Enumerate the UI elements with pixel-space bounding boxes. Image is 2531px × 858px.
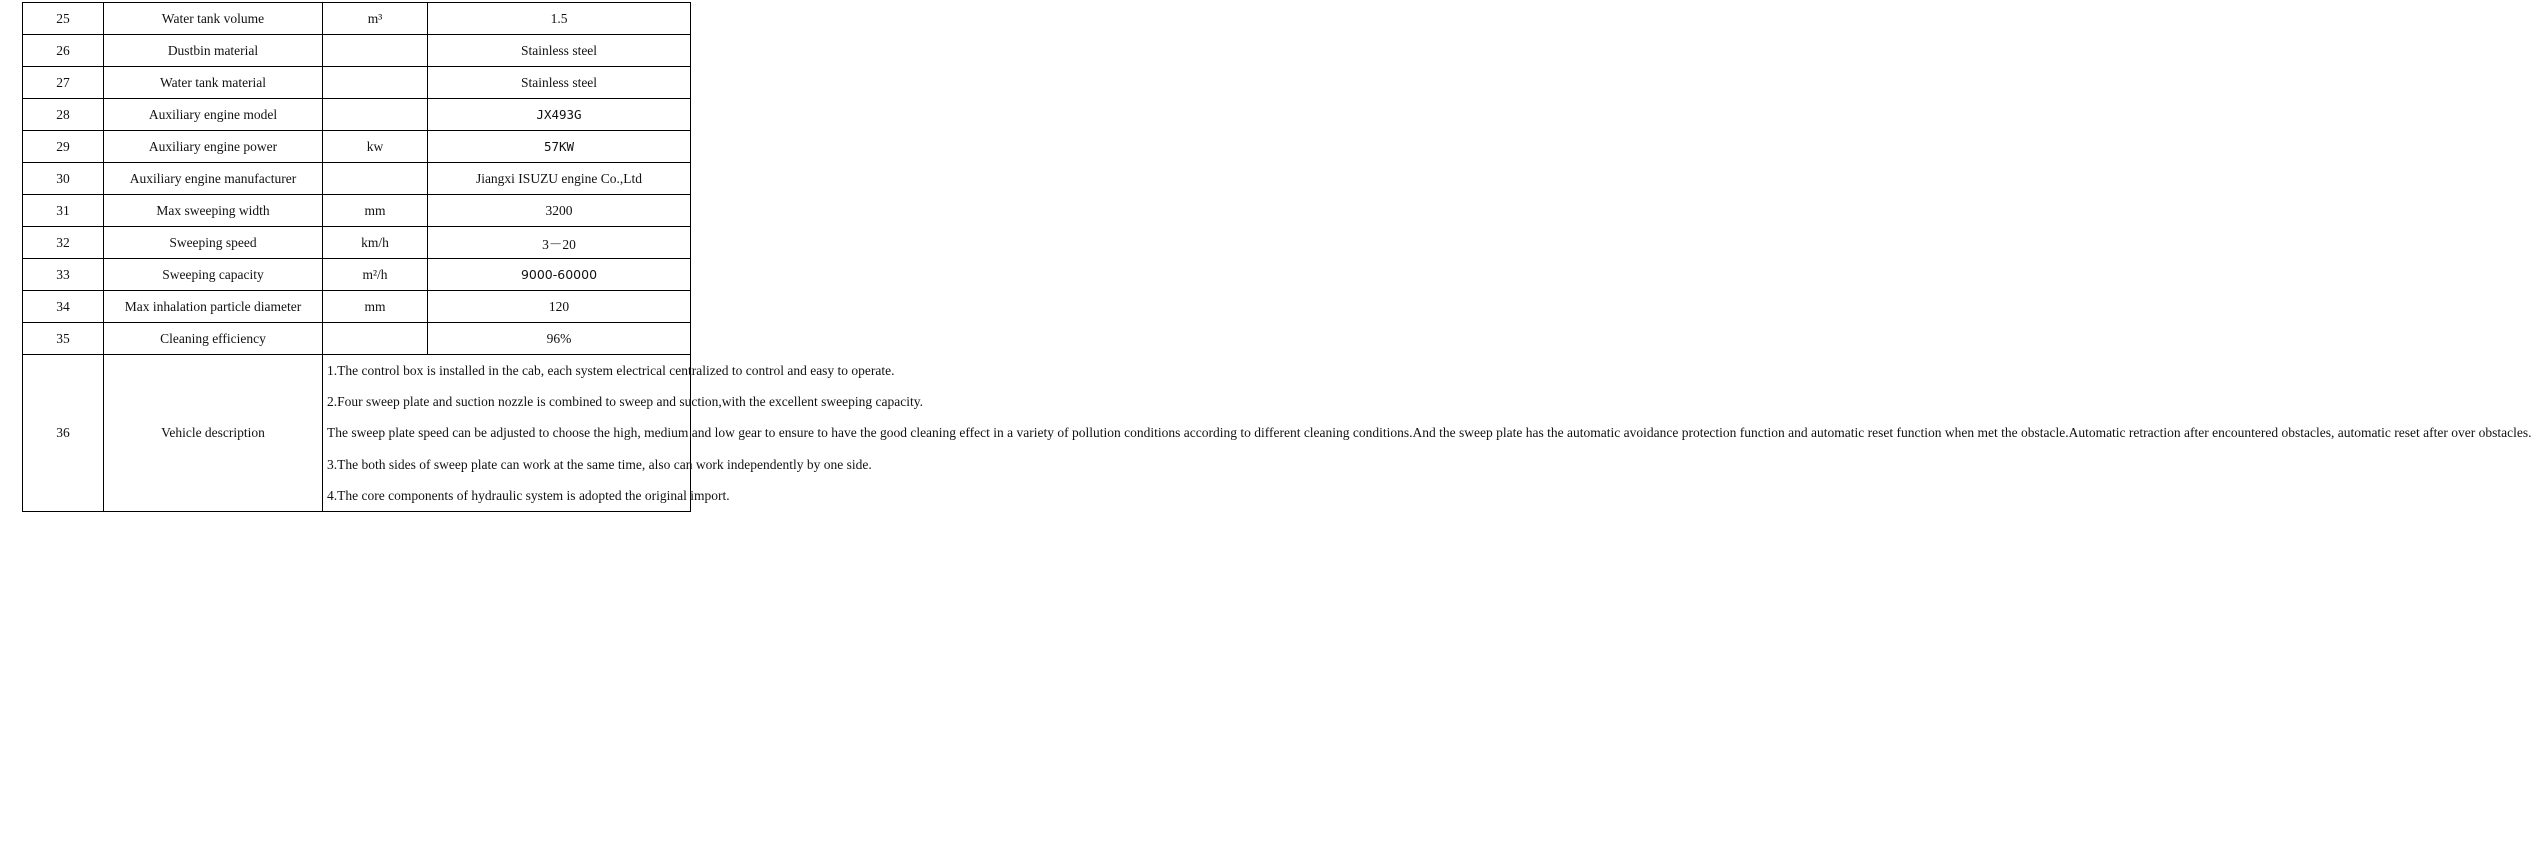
row-number: 25 (23, 3, 104, 35)
row-number: 32 (23, 227, 104, 259)
item-name: Auxiliary engine manufacturer (104, 163, 323, 195)
item-value: 120 (428, 291, 691, 323)
row-number: 34 (23, 291, 104, 323)
description-paragraph: 4.The core components of hydraulic system is adopted the original import. (327, 487, 730, 503)
description-paragraph: 3.The both sides of sweep plate can work at the same time, also can work independently by one side. (327, 456, 872, 472)
row-number: 30 (23, 163, 104, 195)
item-unit: m²/h (323, 259, 428, 291)
item-name: Vehicle description (104, 355, 323, 512)
item-value: Stainless steel (428, 67, 691, 99)
item-name: Cleaning efficiency (104, 323, 323, 355)
table-row (23, 99, 691, 131)
item-unit (323, 67, 428, 99)
vehicle-description (323, 355, 2531, 512)
item-name: Auxiliary engine model (104, 99, 323, 131)
table-row (23, 259, 691, 291)
description-paragraph: The sweep plate speed can be adjusted to choose the high, medium and low gear to ensure to have the good cleaning effect in a variety of pollution conditions according to different cleaning conditions.And the sweep plate has the automatic avoidance protection function and automatic reset function when met the obstacle.Automatic retraction after encountered obstacles, automatic reset after over obstacles. (327, 425, 2531, 441)
row-number: 29 (23, 131, 104, 163)
item-value: 3200 (428, 195, 691, 227)
table-row (23, 227, 691, 259)
item-unit (323, 323, 428, 355)
item-unit: mm (323, 291, 428, 323)
item-value: Jiangxi ISUZU engine Co.,Ltd (428, 163, 691, 195)
item-unit (323, 163, 428, 195)
item-name: Sweeping capacity (104, 259, 323, 291)
item-value: 9000-60000 (428, 259, 691, 291)
row-number: 28 (23, 99, 104, 131)
item-unit: m³ (323, 3, 428, 35)
item-unit (323, 99, 428, 131)
row-number: 35 (23, 323, 104, 355)
row-number: 26 (23, 35, 104, 67)
description-paragraph: 2.Four sweep plate and suction nozzle is combined to sweep and suction,with the excellent sweeping capacity. (327, 394, 923, 410)
description-paragraph: 1.The control box is installed in the cab, each system electrical centralized to control and easy to operate. (327, 363, 895, 378)
item-name: Max sweeping width (104, 195, 323, 227)
item-name: Auxiliary engine power (104, 131, 323, 163)
table-row (23, 323, 691, 355)
table-row-description (23, 355, 691, 512)
item-unit (323, 35, 428, 67)
spec-table (22, 2, 2531, 512)
row-number: 31 (23, 195, 104, 227)
table-row (23, 291, 691, 323)
item-name: Water tank volume (104, 3, 323, 35)
table-row (23, 3, 691, 35)
item-value: JX493G (428, 99, 691, 131)
table-row (23, 35, 691, 67)
item-name: Max inhalation particle diameter (104, 291, 323, 323)
item-unit: km/h (323, 227, 428, 259)
item-name: Sweeping speed (104, 227, 323, 259)
table-row (23, 67, 691, 99)
item-value: Stainless steel (428, 35, 691, 67)
table-row (23, 163, 691, 195)
table-row (23, 131, 691, 163)
item-value: 57KW (428, 131, 691, 163)
row-number: 36 (23, 355, 104, 512)
item-value: 1.5 (428, 3, 691, 35)
row-number: 27 (23, 67, 104, 99)
row-number: 33 (23, 259, 104, 291)
table-row (23, 195, 691, 227)
item-name: Water tank material (104, 67, 323, 99)
item-value: 3－20 (428, 227, 691, 259)
item-name: Dustbin material (104, 35, 323, 67)
item-unit: kw (323, 131, 428, 163)
item-unit: mm (323, 195, 428, 227)
item-value: 96% (428, 323, 691, 355)
